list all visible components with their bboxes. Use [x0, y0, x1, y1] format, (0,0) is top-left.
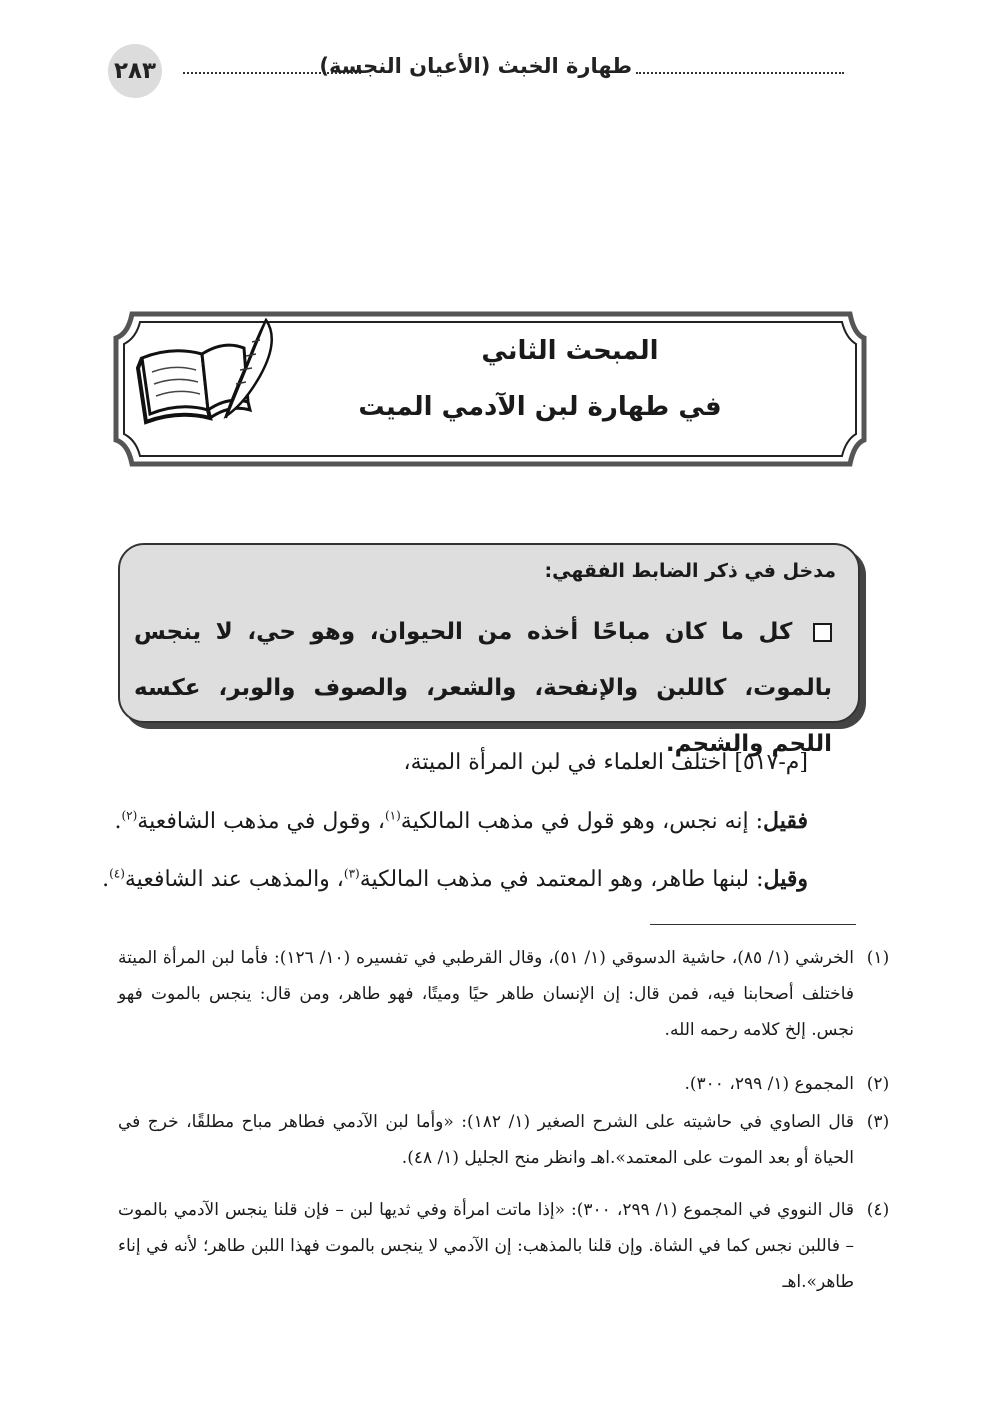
opinion-1-end: . [114, 809, 122, 834]
footnote-1 [118, 940, 890, 1048]
footnote-4 [118, 1192, 890, 1300]
section-subtitle: في طهارة لبن الآدمي الميت [358, 392, 722, 422]
footnote-ref-3[interactable]: (٣) [343, 866, 360, 881]
footnote-text: قال النووي في المجموع (١/ ٢٩٩، ٣٠٠): «إذا ماتت امرأة وفي ثديها لبن – فإن قلنا ينجس الآدمي بالموت – فاللبن نجس كما في الشاة. وإن قلنا بالمذهب: إن الآدمي لا ينجس بالموت فهذا اللبن طاهر؛ لأنه في إناء طاهر».اهـ [118, 1200, 854, 1292]
opinion-1-text-b: ، وقول في مذهب الشافعية [137, 809, 385, 834]
footnote-2 [118, 1066, 890, 1102]
footnote-text: قال الصاوي في حاشيته على الشرح الصغير (١/ ١٨٢): «وأما لبن الآدمي فطاهر مباح مطلقًا، خرج في الحياة أو بعد الموت على المعتمد».اهـ وانظر منح الجليل (١/ ٤٨). [118, 1112, 854, 1168]
body-paragraph-2 [114, 808, 808, 834]
rule-heading: مدخل في ذكر الضابط الفقهي: [544, 560, 836, 582]
opinion-1-text-a: : إنه نجس، وهو قول في مذهب المالكية [400, 809, 764, 834]
footnote-number: (١) [866, 948, 890, 968]
page-number-badge [108, 44, 162, 98]
footnote-number: (٣) [866, 1112, 890, 1132]
opinion-2-end: . [102, 867, 110, 892]
footnote-separator [650, 924, 856, 925]
footnote-ref-2[interactable]: (٢) [121, 808, 138, 823]
open-book-quill-icon [132, 318, 282, 430]
running-header-title: طهارة الخبث (الأعيان النجسة) [319, 54, 632, 78]
footnote-number: (٤) [866, 1200, 890, 1220]
footnote-number: (٢) [866, 1074, 890, 1094]
footnote-text: المجموع (١/ ٢٩٩، ٣٠٠). [684, 1074, 854, 1094]
opinion-2-text-b: ، والمذهب عند الشافعية [124, 867, 344, 892]
checkbox-bullet-icon [813, 623, 832, 642]
footnote-ref-1[interactable]: (١) [384, 808, 401, 823]
section-title: المبحث الثاني [481, 336, 659, 366]
page-number: ٢٨٣ [113, 58, 157, 84]
footnote-ref-4[interactable]: (٤) [109, 866, 125, 881]
rule-text-block [134, 604, 832, 772]
footnote-text: الخرشي (١/ ٨٥)، حاشية الدسوقي (١/ ٥١)، وقال القرطبي في تفسيره (١٠/ ١٢٦): فأما لبن المرأة الميتة فاختلف أصحابنا فيه، فمن قال: إن الإنسان طاهر حيًا وميتًا، فهو طاهر، ومن قال: ينجس بالموت فهو نجس. إلخ كلامه رحمه الله. [118, 948, 854, 1040]
body-paragraph-3 [102, 866, 808, 892]
opinion-1-lead: فقيل [763, 808, 808, 834]
rule-text: كل ما كان مباحًا أخذه من الحيوان، وهو حي، لا ينجس بالموت، كاللبن والإنفحة، والشعر، والصوف والوبر، عكسه اللحم والشحم. [134, 619, 832, 757]
body-paragraph-1: [م-٥١٧] اختلف العلماء في لبن المرأة الميتة، [403, 750, 808, 775]
opinion-2-lead: وقيل [763, 866, 808, 892]
opinion-2-text-a: : لبنها طاهر، وهو المعتمد في مذهب المالكية [359, 867, 764, 892]
header-dots-right [636, 72, 844, 74]
footnote-3 [118, 1104, 890, 1176]
